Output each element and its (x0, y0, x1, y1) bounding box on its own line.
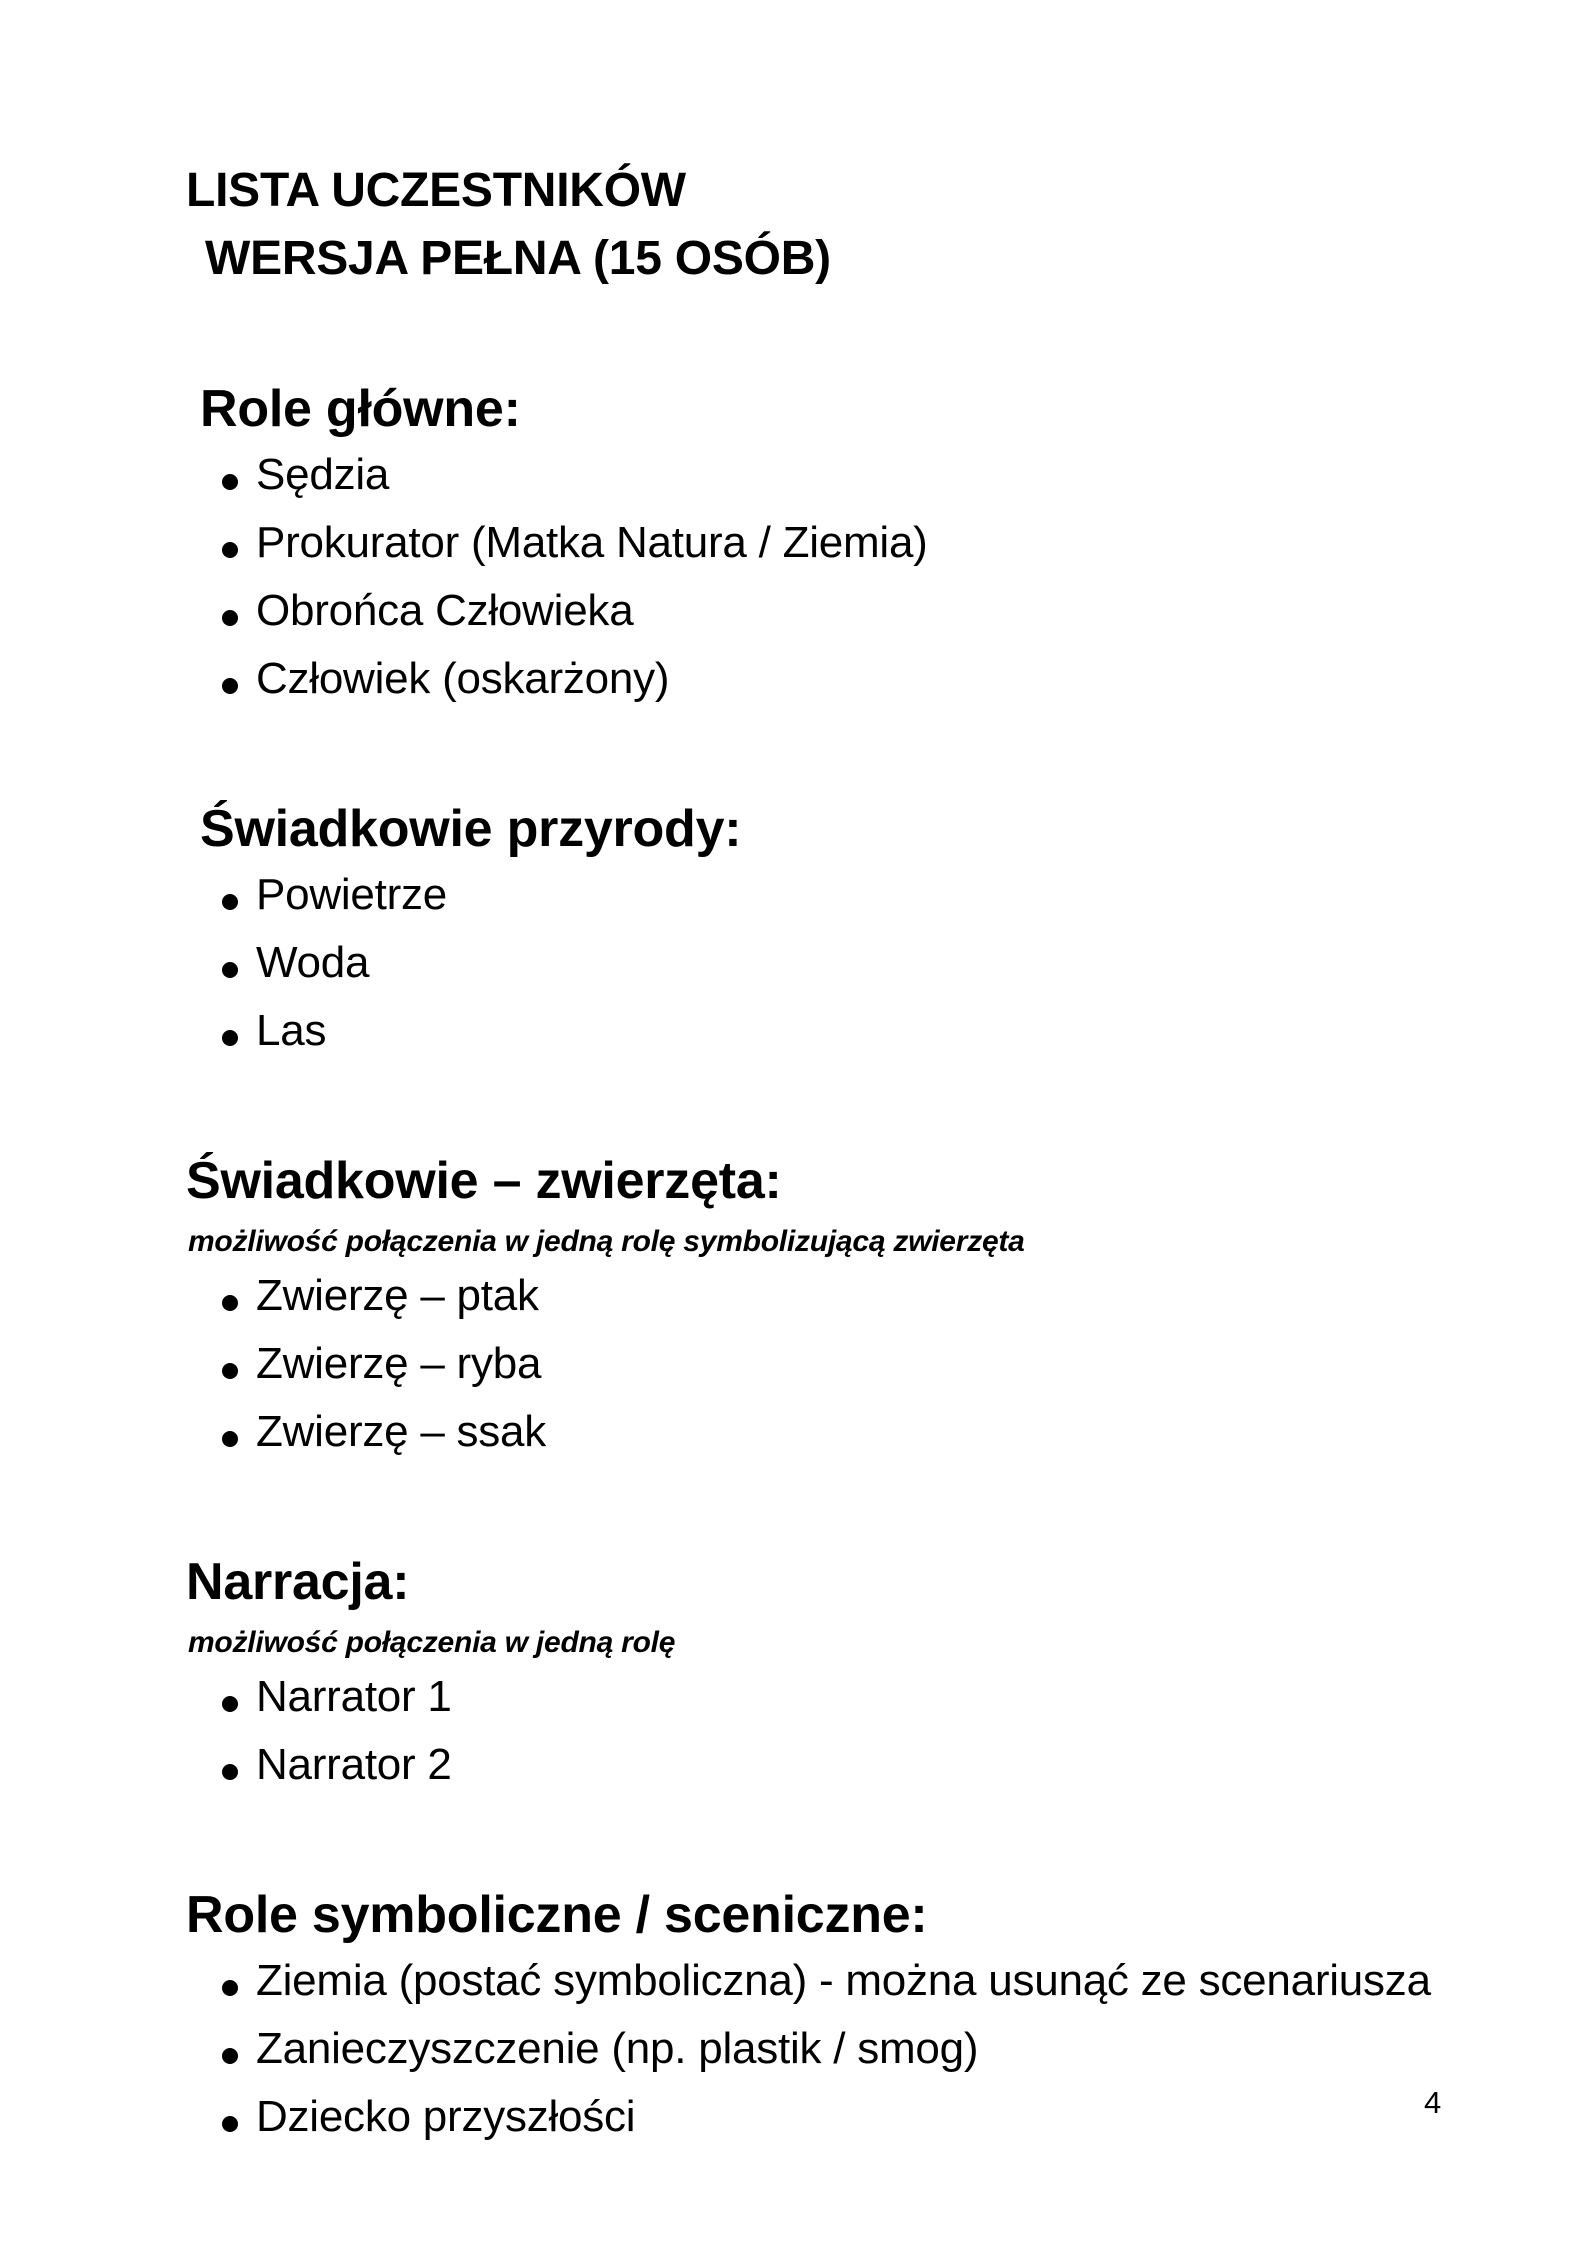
page-number: 4 (1424, 2085, 1442, 2120)
list-item (186, 1330, 1508, 1398)
list-item-label: Powietrze (256, 870, 448, 919)
list-item-label: Zanieczyszczenie (np. plastik / smog) (256, 2024, 979, 2073)
section-note: możliwość połączenia w jedną rolę symbolizującą zwierzęta (188, 1225, 1025, 1258)
document-title-line-2: WERSJA PEŁNA (15 OSÓB) (205, 232, 831, 285)
list-item (186, 1663, 1508, 1731)
list-item (186, 861, 1508, 929)
list-item (186, 441, 1508, 509)
section-title: Narracja: (186, 1553, 410, 1611)
list-item-label: Ziemia (postać symboliczna) - można usunąć ze scenariusza (256, 1956, 1431, 2005)
list-item (186, 1947, 1508, 2015)
bullet-icon (222, 1030, 238, 1046)
list-item (186, 509, 1508, 577)
section-list (186, 1947, 1508, 2151)
bullet-icon (222, 1980, 238, 1996)
section-title: Role główne: (200, 380, 521, 438)
section-title: Świadkowie przyrody: (200, 800, 742, 858)
list-item-label: Las (256, 1006, 327, 1055)
section-list (186, 1663, 1508, 1799)
list-item-label: Narrator 2 (256, 1740, 452, 1789)
section-title: Świadkowie – zwierzęta: (186, 1152, 782, 1210)
document-title (186, 157, 1508, 293)
bullet-icon (222, 2048, 238, 2064)
section-role-symboliczne (186, 1886, 1508, 2151)
list-item-label: Zwierzę – ssak (256, 1407, 547, 1456)
list-item (186, 997, 1508, 1065)
section-list (186, 861, 1508, 1065)
section-title: Role symboliczne / sceniczne: (186, 1886, 928, 1944)
list-item-label: Woda (256, 938, 370, 987)
list-item-label: Człowiek (oskarżony) (256, 654, 670, 703)
bullet-icon (222, 1696, 238, 1712)
bullet-icon (222, 1431, 238, 1447)
list-item (186, 929, 1508, 997)
list-item-label: Prokurator (Matka Natura / Ziemia) (256, 518, 928, 567)
list-item (186, 1731, 1508, 1799)
bullet-icon (222, 962, 238, 978)
list-item-label: Zwierzę – ryba (256, 1339, 542, 1388)
bullet-icon (222, 2116, 238, 2132)
list-item-label: Sędzia (256, 450, 390, 499)
bullet-icon (222, 678, 238, 694)
list-item-label: Zwierzę – ptak (256, 1271, 539, 1320)
section-list (186, 441, 1508, 713)
section-note: możliwość połączenia w jedną rolę (188, 1626, 676, 1659)
bullet-icon (222, 1295, 238, 1311)
list-item (186, 1262, 1508, 1330)
list-item-label: Obrońca Człowieka (256, 586, 634, 635)
section-list (186, 1262, 1508, 1466)
list-item (186, 2015, 1508, 2083)
bullet-icon (222, 1363, 238, 1379)
bullet-icon (222, 610, 238, 626)
bullet-icon (222, 894, 238, 910)
bullet-icon (222, 1764, 238, 1780)
section-swiadkowie-przyrody (186, 800, 1508, 1065)
list-item-label: Dziecko przyszłości (256, 2092, 636, 2141)
list-item (186, 645, 1508, 713)
section-narracja (186, 1553, 1508, 1799)
document-title-line-1: LISTA UCZESTNIKÓW (186, 164, 686, 217)
list-item (186, 577, 1508, 645)
section-role-glowne (186, 380, 1508, 713)
list-item (186, 2083, 1508, 2151)
list-item (186, 1398, 1508, 1466)
bullet-icon (222, 474, 238, 490)
section-swiadkowie-zwierzeta (186, 1152, 1508, 1466)
bullet-icon (222, 542, 238, 558)
list-item-label: Narrator 1 (256, 1672, 452, 1721)
